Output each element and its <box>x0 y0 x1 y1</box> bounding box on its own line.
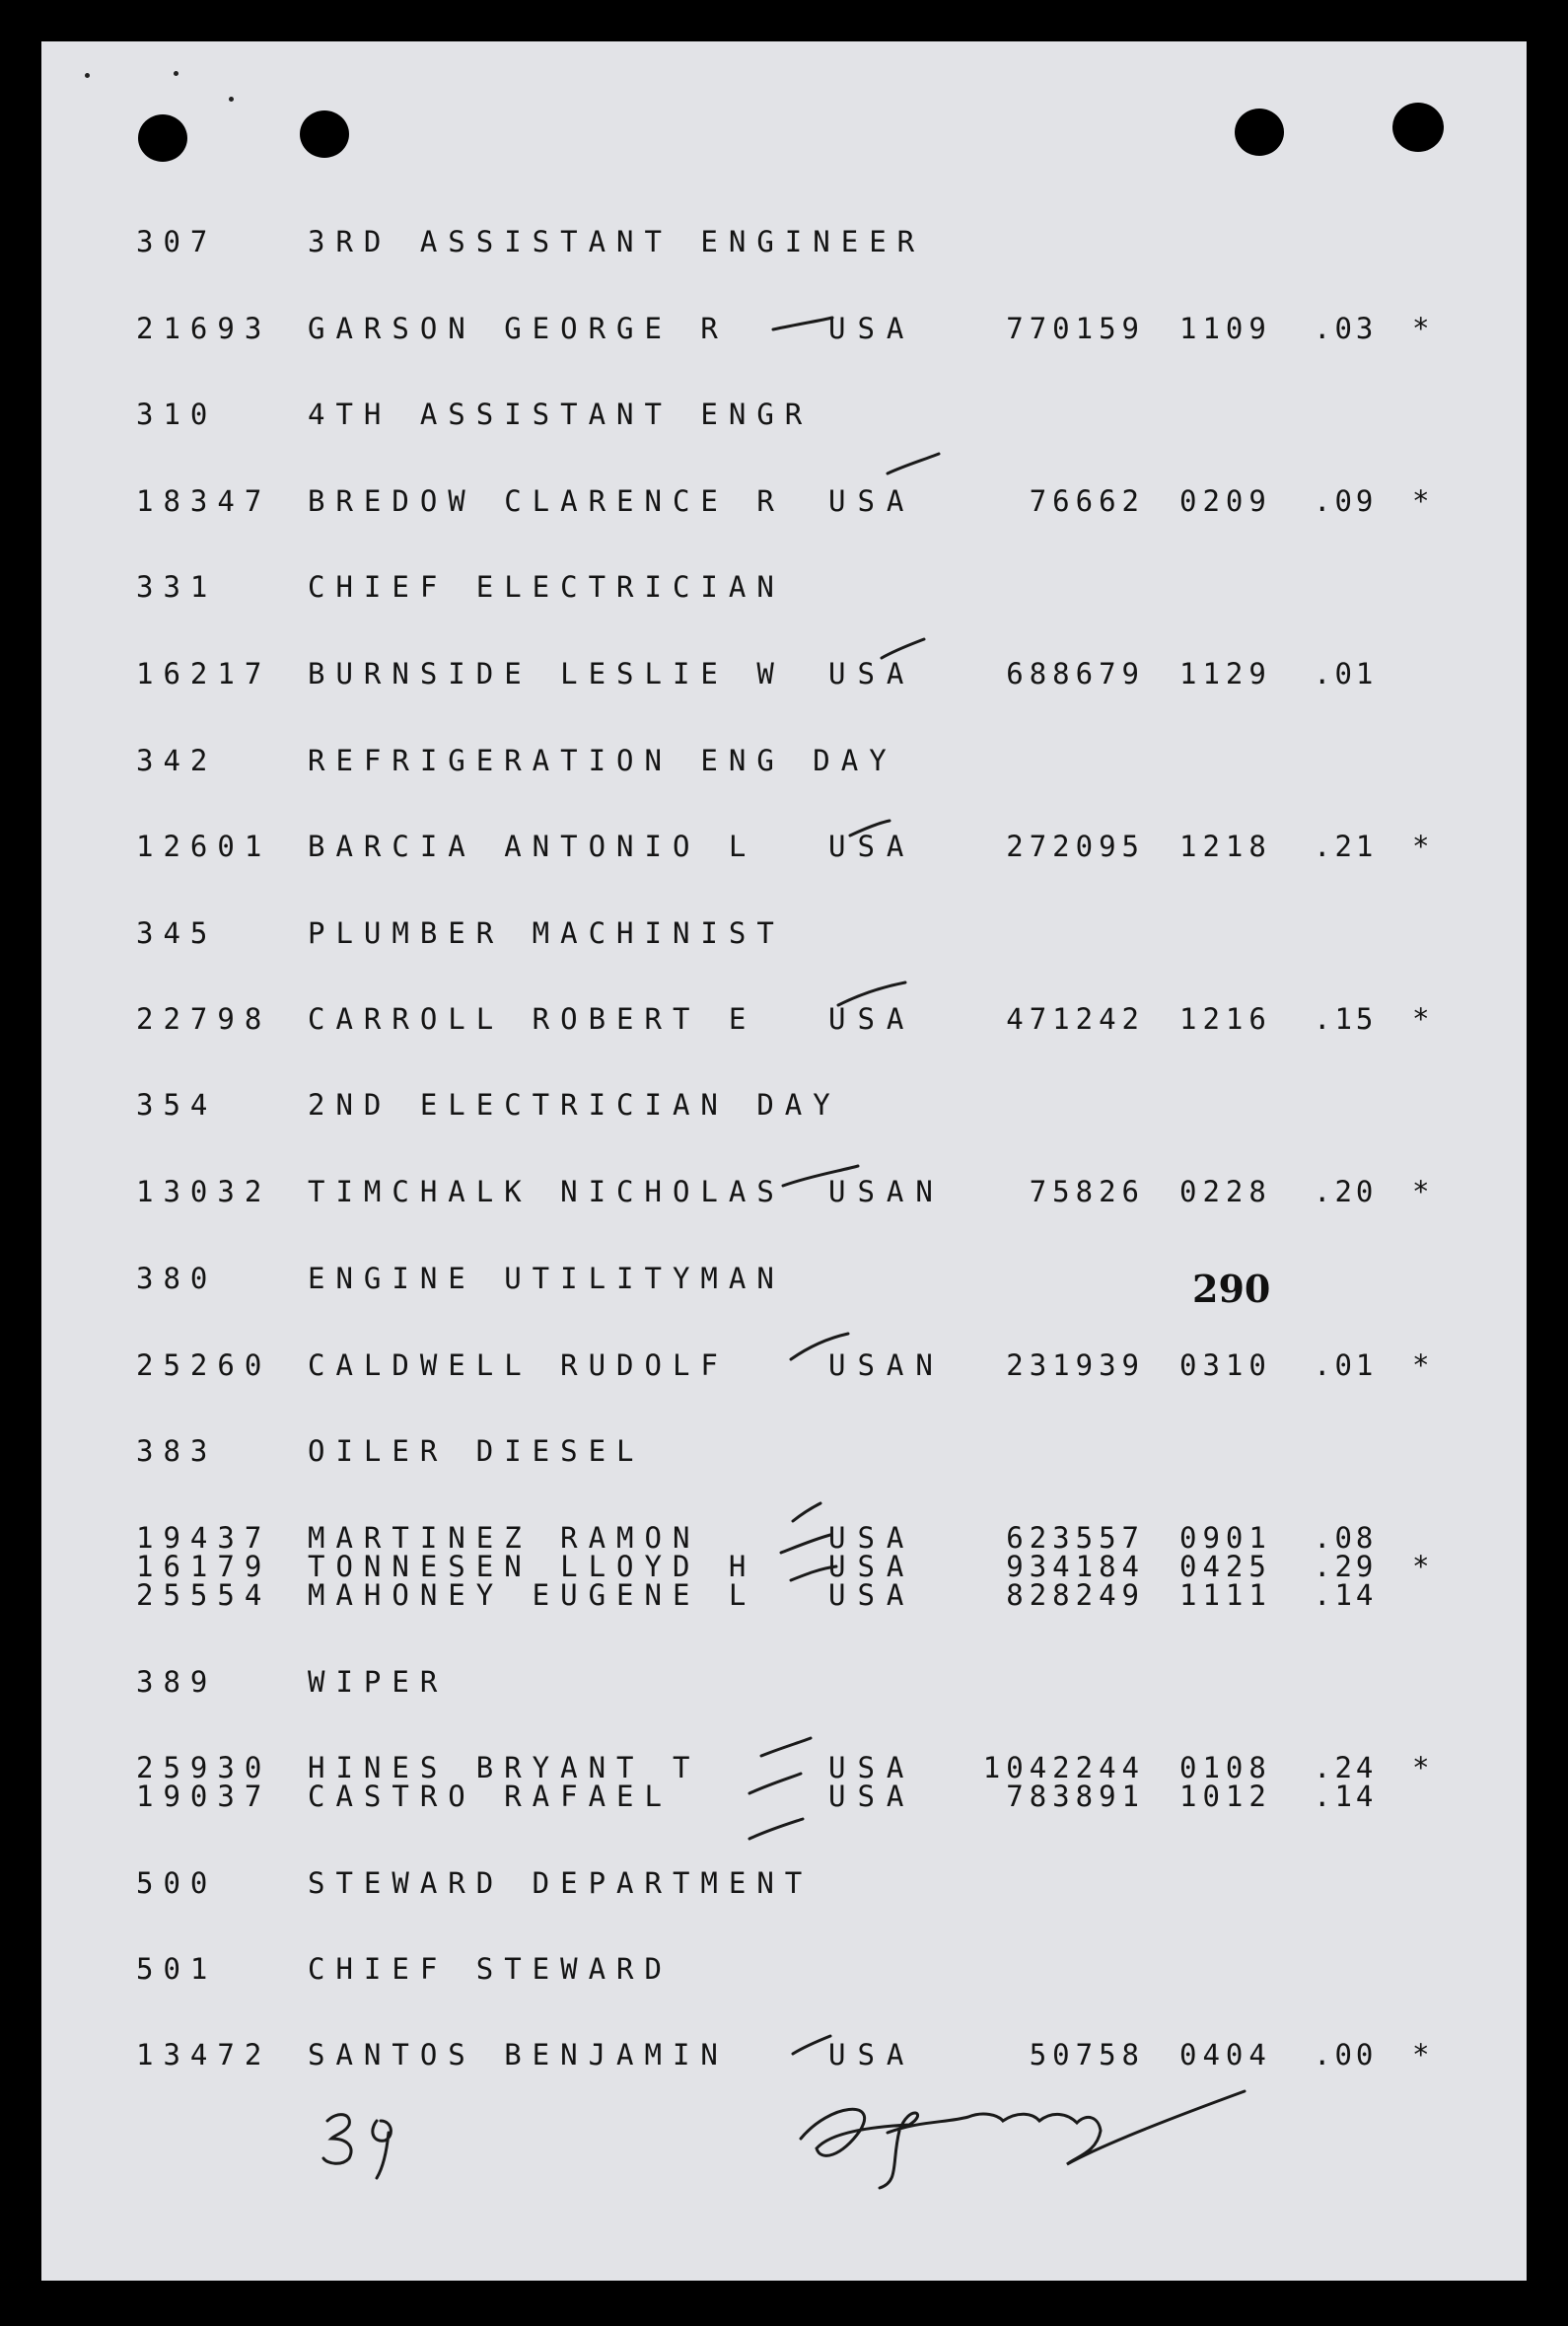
section-title: 2ND ELECTRICIAN DAY <box>308 1088 841 1122</box>
crew-id: 18347 <box>136 484 272 518</box>
crew-citizenship: USA <box>828 484 916 518</box>
crew-name: MAHONEY EUGENE L <box>308 1578 757 1612</box>
check-mark <box>791 1334 848 1359</box>
page-stamp-number: 290 <box>1192 1267 1271 1311</box>
section-code: 307 <box>136 225 218 258</box>
crew-value: .00 <box>1314 2038 1378 2072</box>
section-title: PLUMBER MACHINIST <box>308 916 785 950</box>
section-code: 310 <box>136 398 218 431</box>
crew-number: 75826 <box>1029 1175 1145 1208</box>
section-code: 342 <box>136 744 218 777</box>
document-page <box>41 41 1527 2281</box>
check-mark <box>888 454 939 473</box>
crew-id: 13032 <box>136 1175 272 1208</box>
crew-name: BURNSIDE LESLIE W <box>308 657 785 691</box>
check-mark <box>791 1566 836 1580</box>
crew-value: .20 <box>1314 1175 1378 1208</box>
section-code: 354 <box>136 1088 218 1122</box>
crew-date: 1129 <box>1179 657 1272 691</box>
crew-date: 0209 <box>1179 484 1272 518</box>
crew-value: .14 <box>1314 1780 1378 1813</box>
section-title: 3RD ASSISTANT ENGINEER <box>308 225 926 258</box>
crew-value: .03 <box>1314 312 1378 345</box>
crew-citizenship: USA <box>828 312 916 345</box>
crew-date: 1012 <box>1179 1780 1272 1813</box>
section-title: OILER DIESEL <box>308 1434 645 1468</box>
crew-id: 25930 <box>136 1751 272 1784</box>
section-code: 501 <box>136 1952 218 1986</box>
crew-date: 0901 <box>1179 1521 1272 1555</box>
page-note <box>41 41 42 42</box>
crew-date: 0108 <box>1179 1751 1272 1784</box>
crew-id: 22798 <box>136 1002 272 1036</box>
signature <box>801 2091 1245 2188</box>
crew-name: BREDOW CLARENCE R <box>308 484 785 518</box>
crew-name: SANTOS BENJAMIN <box>308 2038 729 2072</box>
crew-date: 1218 <box>1179 830 1272 863</box>
section-code: 389 <box>136 1665 218 1699</box>
check-mark <box>793 2036 830 2054</box>
crew-id: 19437 <box>136 1521 272 1555</box>
section-code: 331 <box>136 570 218 604</box>
crew-date: 1111 <box>1179 1578 1272 1612</box>
crew-id: 25260 <box>136 1348 272 1382</box>
check-mark <box>773 318 832 329</box>
crew-citizenship: USAN <box>828 1348 945 1382</box>
crew-name: CARROLL ROBERT E <box>308 1002 757 1036</box>
page-note-mark <box>373 2121 392 2178</box>
section-code: 380 <box>136 1262 218 1295</box>
crew-flag: * <box>1412 312 1430 345</box>
crew-value: .08 <box>1314 1521 1378 1555</box>
check-mark <box>838 982 905 1005</box>
crew-number: 76662 <box>1029 484 1145 518</box>
crew-flag: * <box>1412 1175 1430 1208</box>
crew-citizenship: USA <box>828 1751 916 1784</box>
crew-value: .09 <box>1314 484 1378 518</box>
crew-number: 231939 <box>1006 1348 1145 1382</box>
section-title: REFRIGERATION ENG DAY <box>308 744 897 777</box>
crew-name: CASTRO RAFAEL <box>308 1780 673 1813</box>
crew-number: 471242 <box>1006 1002 1145 1036</box>
crew-number: 934184 <box>1006 1550 1145 1583</box>
crew-citizenship: USA <box>828 1550 916 1583</box>
crew-citizenship: USA <box>828 1578 916 1612</box>
crew-number: 770159 <box>1006 312 1145 345</box>
section-code: 383 <box>136 1434 218 1468</box>
crew-citizenship: USA <box>828 1002 916 1036</box>
crew-name: TIMCHALK NICHOLAS <box>308 1175 785 1208</box>
crew-name: TONNESEN LLOYD H <box>308 1550 757 1583</box>
crew-flag: * <box>1412 1550 1430 1583</box>
crew-citizenship: USA <box>828 1521 916 1555</box>
crew-id: 16217 <box>136 657 272 691</box>
crew-value: .29 <box>1314 1550 1378 1583</box>
section-title: STEWARD DEPARTMENT <box>308 1866 814 1900</box>
crew-id: 16179 <box>136 1550 272 1583</box>
crew-id: 25554 <box>136 1578 272 1612</box>
crew-date: 0310 <box>1179 1348 1272 1382</box>
crew-date: 0425 <box>1179 1550 1272 1583</box>
section-title: CHIEF STEWARD <box>308 1952 673 1986</box>
crew-name: HINES BRYANT T <box>308 1751 701 1784</box>
check-mark <box>749 1819 803 1839</box>
crew-flag: * <box>1412 484 1430 518</box>
crew-date: 1216 <box>1179 1002 1272 1036</box>
crew-flag: * <box>1412 2038 1430 2072</box>
crew-value: .14 <box>1314 1578 1378 1612</box>
crew-flag: * <box>1412 1348 1430 1382</box>
crew-flag: * <box>1412 1002 1430 1036</box>
crew-name: MARTINEZ RAMON <box>308 1521 701 1555</box>
crew-number: 623557 <box>1006 1521 1145 1555</box>
section-code: 345 <box>136 916 218 950</box>
crew-citizenship: USA <box>828 657 916 691</box>
crew-citizenship: USA <box>828 1780 916 1813</box>
check-mark <box>793 1503 820 1521</box>
crew-citizenship: USA <box>828 2038 916 2072</box>
section-title: 4TH ASSISTANT ENGR <box>308 398 814 431</box>
check-mark <box>761 1738 811 1756</box>
crew-value: .21 <box>1314 830 1378 863</box>
crew-value: .24 <box>1314 1751 1378 1784</box>
check-mark <box>781 1535 830 1553</box>
crew-id: 13472 <box>136 2038 272 2072</box>
section-title: WIPER <box>308 1665 449 1699</box>
crew-value: .15 <box>1314 1002 1378 1036</box>
check-mark <box>749 1774 801 1793</box>
crew-citizenship: USA <box>828 830 916 863</box>
crew-name: GARSON GEORGE R <box>308 312 729 345</box>
crew-date: 1109 <box>1179 312 1272 345</box>
crew-number: 272095 <box>1006 830 1145 863</box>
crew-name: CALDWELL RUDOLF <box>308 1348 729 1382</box>
crew-date: 0228 <box>1179 1175 1272 1208</box>
crew-name: BARCIA ANTONIO L <box>308 830 757 863</box>
handwritten-marks <box>41 41 1527 2281</box>
check-mark <box>783 1166 858 1186</box>
section-title: ENGINE UTILITYMAN <box>308 1262 785 1295</box>
crew-number: 688679 <box>1006 657 1145 691</box>
crew-number: 1042244 <box>982 1751 1145 1784</box>
crew-flag: * <box>1412 1751 1430 1784</box>
section-title: CHIEF ELECTRICIAN <box>308 570 785 604</box>
crew-value: .01 <box>1314 657 1378 691</box>
crew-id: 12601 <box>136 830 272 863</box>
crew-number: 828249 <box>1006 1578 1145 1612</box>
crew-id: 19037 <box>136 1780 272 1813</box>
crew-number: 50758 <box>1029 2038 1145 2072</box>
crew-number: 783891 <box>1006 1780 1145 1813</box>
crew-date: 0404 <box>1179 2038 1272 2072</box>
crew-value: .01 <box>1314 1348 1378 1382</box>
crew-id: 21693 <box>136 312 272 345</box>
page-note-mark <box>323 2115 351 2164</box>
check-mark <box>882 639 924 658</box>
check-mark <box>850 821 890 836</box>
crew-flag: * <box>1412 830 1430 863</box>
section-code: 500 <box>136 1866 218 1900</box>
crew-citizenship: USAN <box>828 1175 945 1208</box>
